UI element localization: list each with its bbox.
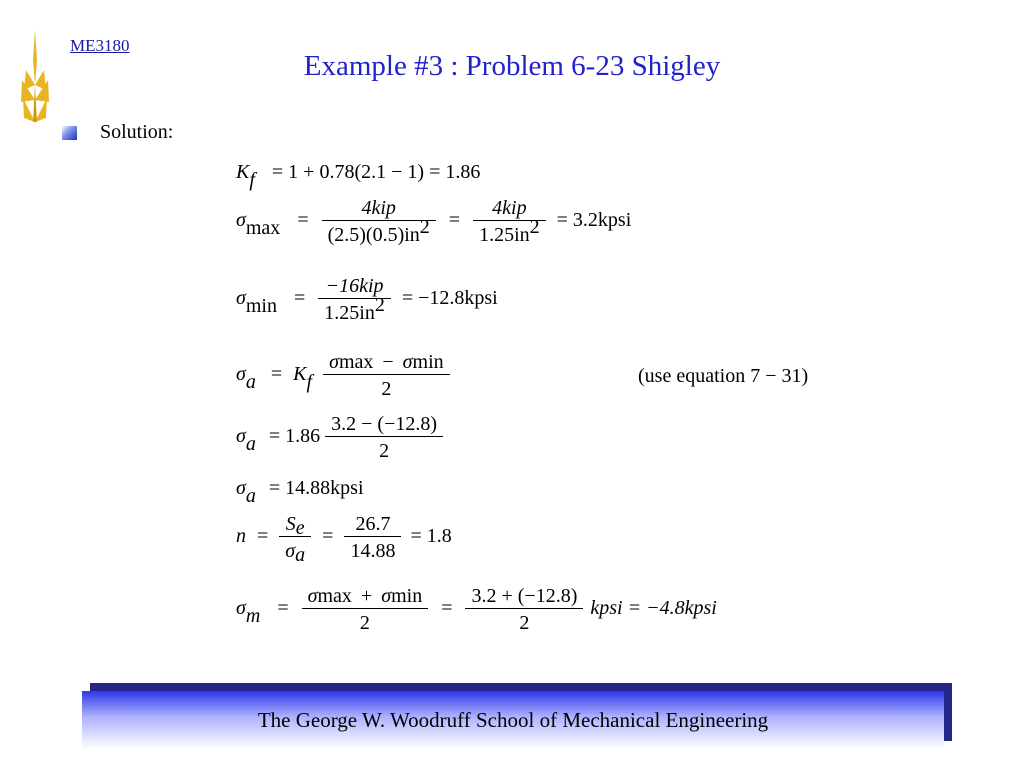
denominator-exponent: 2 [374,294,385,316]
fraction-2 [344,514,401,561]
fraction [318,276,391,323]
sigma-a-subscript: a [245,485,256,507]
fraction-numerator: 3.2 + (−12.8) [465,586,583,609]
sigma-symbol: σ [329,351,339,373]
fraction-denominator [318,294,391,324]
footer-text: The George W. Woodruff School of Mechanical Engineering [257,707,769,732]
sigma-symbol: σ [236,287,246,310]
sigma-symbol: σ [236,363,246,386]
sigma-symbol: σ [236,425,246,448]
sigma-a-subscript: a [245,371,256,394]
equals-sign: = [322,525,334,548]
fraction-denominator: 2 [519,612,530,634]
fraction-numerator: 26.7 [344,514,401,537]
plus-sign: + [360,585,373,607]
fraction-denominator: 2 [379,440,390,462]
equation-sigma-m [236,586,717,633]
equation-safety-factor [236,513,452,566]
result: = 14.88kpsi [268,477,364,499]
coefficient: = 1.86 [268,425,321,448]
result: kpsi = −4.8kpsi [590,597,717,620]
max-subscript: max [338,351,374,373]
fraction-numerator: −16kip [318,276,391,299]
sigma-symbol: σ [381,585,392,607]
sigma-symbol: σ [236,209,246,232]
sigma-a-subscript: a [245,433,256,456]
fraction-numerator: 3.2 − (−12.8) [325,414,443,437]
fraction [323,352,450,399]
equals-sign: = [257,525,269,548]
fraction-denominator [473,216,546,246]
kf-symbol: K [236,161,250,183]
equation-note: (use equation 7 − 31) [638,365,809,387]
fraction-denominator: 2 [381,378,392,400]
fraction [325,414,443,461]
sigma-m-subscript: m [245,605,261,628]
fraction-denominator [322,216,436,246]
kf-symbol: K [293,363,307,386]
sigma-symbol: σ [236,597,246,620]
fraction-numerator [302,586,429,609]
max-subscript: max [317,585,352,607]
sigma-a-subscript: a [295,544,306,566]
kf-subscript: f [306,371,313,394]
equation-sigma-a-substituted [236,414,443,461]
denominator-text: (2.5)(0.5)in [327,224,420,246]
equation-sigma-max [236,198,631,245]
fraction-numerator: 4kip [322,198,436,221]
fraction-1 [322,198,436,245]
min-subscript: min [412,351,444,373]
denominator-exponent: 2 [529,216,540,238]
denominator-text: 1.25in [479,224,530,246]
sigma-symbol: σ [236,477,246,499]
fraction-2 [465,586,583,633]
n-symbol: n [236,525,246,548]
fraction-denominator: 2 [359,612,370,634]
equation-sigma-a-formula [236,352,856,399]
equation-sigma-a-result [236,477,364,507]
result: = 3.2kpsi [556,209,632,232]
sigma-symbol: σ [307,585,318,607]
kf-subscript: f [249,169,255,191]
result: = −12.8kpsi [401,287,498,310]
se-symbol: S [285,513,296,535]
kf-rhs: = 1 + 0.78(2.1 − 1) = 1.86 [271,161,481,183]
sigma-min-subscript: min [245,295,277,318]
fraction-2 [473,198,546,245]
se-subscript: e [295,517,305,539]
bullet-square-icon [62,126,77,140]
fraction-numerator [279,514,311,537]
fraction-denominator: 14.88 [350,540,396,562]
fraction-1 [279,513,311,566]
equals-sign: = [270,363,283,386]
result: = 1.8 [410,525,452,548]
slide-title: Example #3 : Problem 6-23 Shigley [303,50,721,82]
equation-sigma-min [236,276,498,323]
equals-sign: = [448,209,461,232]
course-code: ME3180 [70,36,130,55]
equals-sign: = [441,597,453,620]
fraction-numerator [323,352,450,375]
footer-banner [82,691,944,749]
min-subscript: min [391,585,423,607]
equals-sign: = [277,597,289,620]
equation-kf [236,161,481,191]
solution-label: Solution: [100,121,174,143]
equals-sign: = [294,287,306,310]
fraction-denominator [279,537,311,566]
sigma-symbol: σ [402,351,413,373]
sigma-max-subscript: max [245,217,281,240]
denominator-text: 1.25in [324,302,375,324]
sigma-symbol: σ [285,540,296,562]
fraction-numerator: 4kip [473,198,546,221]
fraction-1 [302,586,429,633]
minus-sign: − [382,351,394,373]
equals-sign: = [297,209,309,232]
denominator-exponent: 2 [419,216,430,238]
